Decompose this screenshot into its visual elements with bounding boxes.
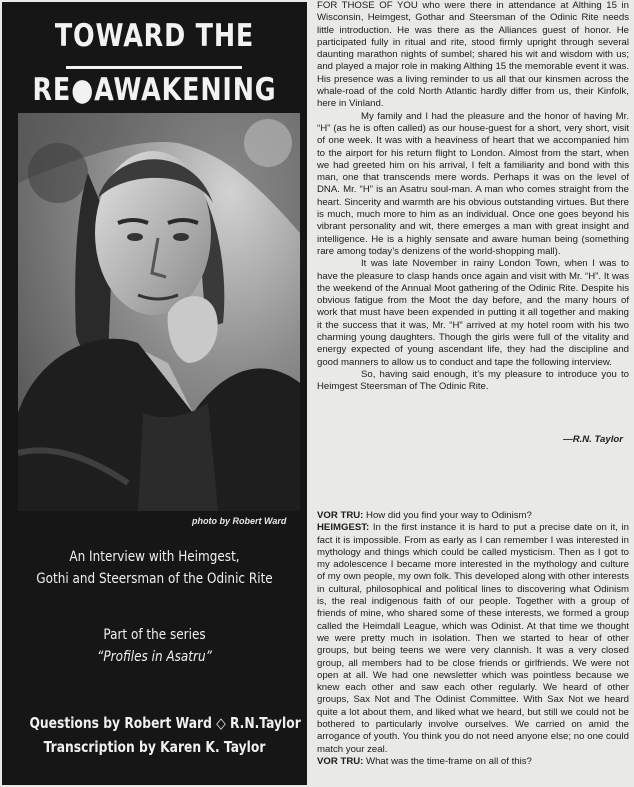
interview-section <box>317 510 629 768</box>
cover-panel <box>2 2 307 785</box>
introduction <box>317 0 629 394</box>
intro-paragraph-1: FOR THOSE OF YOU who were there in attendance at Althing 15 in Wisconsin, Heimgest, Gothar and Steersman of the Odinic Rite needs little introduction. He was there as the Alliances guest of honor. He participated fully in ritual and rite, stood firmly upright through several daunting marathon nights of sumbel; shared his wit and wisdom with us; and played a major role in making Althing 15 the memorable event it was. His presence was a living reminder to us all that our kinsmen across the whale-road of the cold North Atlantic hardly differ from us, their Kinfolk, here in Vinland. <box>317 0 629 110</box>
author-signature: —R.N. Taylor <box>563 434 623 445</box>
title-line-2: RE●AWAKENING <box>32 72 277 108</box>
subtitle-line-1: An Interview with Heimgest, <box>69 549 240 565</box>
series-line-1: Part of the series <box>103 627 206 643</box>
subtitle-line-2: Gothi and Steersman of the Odinic Rite <box>36 571 273 587</box>
question-2-label: VOR TRU: <box>317 755 364 767</box>
question-1-text: How did you find your way to Odinism? <box>363 510 532 521</box>
portrait-photo <box>18 113 300 511</box>
intro-paragraph-4: So, having said enough, it’s my pleasure to introduce you to Heimgest Steersman of The Odinic Rite. <box>317 368 629 393</box>
intro-paragraph-3: It was late November in rainy London Town, when I was to have the pleasure to clasp hands once again and visit with Mr. “H”. It was the weekend of the Annual Moot gathering of the Odinic Rite. Despite his obvious fatigue from the Moot the day before, and the many hours of work that must have been expended in putting it all together and making it the success that it was, Mr. “H” arrived at my hotel room with his two charming young daughters. Though the girls were full of the vitality and energy expected of young ascendant life, they had the discipline and good manners to allow us to conduct and tape the following interview. <box>317 258 629 368</box>
credits-line-2: Transcription by Karen K. Taylor <box>43 738 266 756</box>
title-divider <box>66 66 242 69</box>
question-1 <box>317 510 629 522</box>
question-2 <box>317 756 629 768</box>
question-2-text: What was the time-frame on all of this? <box>363 755 532 767</box>
title-line-1: TOWARD THE <box>54 18 255 54</box>
answer-1-text: In the first instance it is hard to put a precise date on it, in fact it is impossible. From as early as I can remember I was interested in mythology and things which could be called mysticism. Then as I got to my adolescence I became more interested in the mythology and culture of my own people, my own folk. This developed along with other interests in cultural, philosophical and political lines to discovering what Odinism is, the real indigenous faith of our people. Together with a group of friends of mine, who shared some of these interests, we formed a group called the Heimdall League, which was Odinist. At that time we thought we were pretty much in isolation. Then we started to hear of other groups, but being teens we were very clannish. It was a very closed group, all members had to be close friends or girlfriends. We were not open at all. We had one newsletter which was pointless because we knew each other and saw each other regularly. We heard of other groups, Sax Not and The Odinist Committee. With Sax Not we heard quite a lot about them, and liked what we heard, but still we could not be bothered to particularly involve ourselves. We carried on amid the arrogance of youth. You think you do not need anyone else; no one could match your zeal. <box>317 522 629 755</box>
photo-credit: photo by Robert Ward <box>192 516 287 526</box>
answer-1-label: HEIMGEST: <box>317 522 370 534</box>
question-1-label: VOR TRU: <box>317 510 364 521</box>
series-line-2: “Profiles in Asatru” <box>97 649 212 665</box>
intro-paragraph-2: My family and I had the pleasure and the honor of having Mr. “H” (as he is often called) as our house-guest for a short, very short, visit of one week. It was with a heaviness of heart that we accompanied him to the airport for his return flight to London. Almost from the start, when we had greeted him on his arrival, I felt a familiarity and bond with this man, one that transcends mere words. Perhaps it was on the level of DNA. Mr. “H” is an Asatru soul-man. A man who comes straight from the heart. Sincerity and warmth are his obvious outstanding virtues. But there is much, much more to him as an individual. Once one goes beyond his vibrant personality and wit, there emerges a man with great insight and intelligence. He is a highly sensate and aware human being (something rare among today’s denizens of the world-shopping mall). <box>317 110 629 257</box>
answer-1 <box>317 522 629 756</box>
credits-line-1: Questions by Robert Ward ◇ R.N.Taylor <box>29 714 301 732</box>
